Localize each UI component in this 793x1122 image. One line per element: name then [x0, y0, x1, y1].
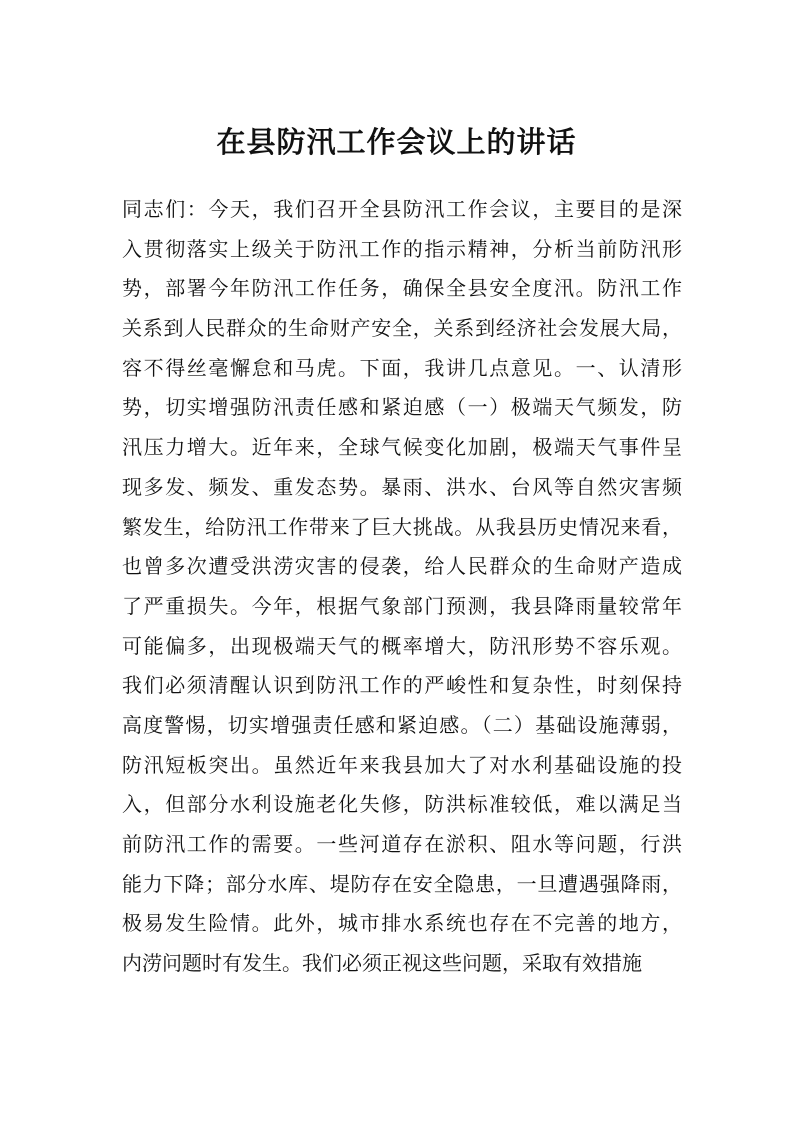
body-line: 高度警惕，切实增强责任感和紧迫感。（二）基础设施薄弱，: [122, 712, 682, 737]
body-line: 势，部署今年防汛工作任务，确保全县安全度汛。防汛工作: [122, 276, 682, 301]
body-line: 同志们：今天，我们召开全县防汛工作会议，主要目的是深: [122, 197, 682, 221]
body-line: 汛压力增大。近年来，全球气候变化加剧，极端天气事件呈: [122, 435, 682, 460]
body-line: 入，但部分水利设施老化失修，防洪标准较低，难以满足当: [122, 792, 682, 817]
body-line: 也曾多次遭受洪涝灾害的侵袭，给人民群众的生命财产造成: [122, 554, 682, 579]
document-body: [122, 190, 682, 984]
body-line: 繁发生，给防汛工作带来了巨大挑战。从我县历史情况来看，: [122, 514, 682, 539]
body-line: 我们必须清醒认识到防汛工作的严峻性和复杂性，时刻保持: [122, 673, 682, 698]
body-line: 极易发生险情。此外，城市排水系统也存在不完善的地方，: [122, 911, 682, 936]
body-line: 可能偏多，出现极端天气的概率增大，防汛形势不容乐观。: [122, 633, 682, 658]
body-line: 入贯彻落实上级关于防汛工作的指示精神，分析当前防汛形: [122, 236, 682, 261]
body-line: 关系到人民群众的生命财产安全，关系到经济社会发展大局，: [122, 316, 682, 341]
body-line: 能力下降；部分水库、堤防存在安全隐患，一旦遭遇强降雨，: [122, 871, 682, 896]
body-line: 容不得丝毫懈怠和马虎。下面，我讲几点意见。一、认清形: [122, 355, 682, 380]
body-line: 前防汛工作的需要。一些河道存在淤积、阻水等问题，行洪: [122, 832, 682, 856]
body-line: 防汛短板突出。虽然近年来我县加大了对水利基础设施的投: [122, 752, 682, 777]
document-title: 在县防汛工作会议上的讲话: [216, 125, 577, 159]
body-line: 势，切实增强防汛责任感和紧迫感（一）极端天气频发，防: [122, 395, 682, 420]
body-line: 了严重损失。今年，根据气象部门预测，我县降雨量较常年: [122, 593, 682, 618]
body-line: 现多发、频发、重发态势。暴雨、洪水、台风等自然灾害频: [122, 474, 682, 499]
body-line: 内涝问题时有发生。我们必须正视这些问题，采取有效措施: [122, 951, 642, 976]
